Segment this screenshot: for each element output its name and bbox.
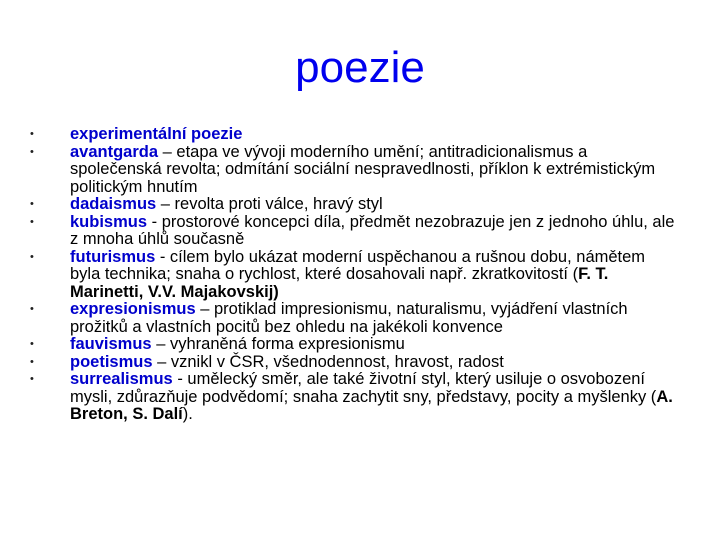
item-names: F. T. Marinetti, V.V. Majakovskij) xyxy=(70,265,609,301)
bullet-icon: • xyxy=(30,355,34,368)
list-item xyxy=(28,371,678,424)
list-item xyxy=(28,196,678,214)
bullet-icon: • xyxy=(30,338,34,350)
item-text: - umělecký směr, ale také životní styl, který usiluje o osvobození mysli, zdůrazňuje podvědomí; snaha zachytit sny, představy, pocity a myšlenky ( xyxy=(70,370,657,406)
bullet-icon: • xyxy=(30,198,34,210)
term-surrealismus: surrealismus xyxy=(70,370,173,388)
bullet-icon: • xyxy=(30,303,34,315)
item-text: – vznikl v ČSR, všednodennost, hravost, radost xyxy=(152,352,504,371)
item-text: - cílem bylo ukázat moderní uspěchanou a rušnou dobu, námětem byla technika; snaha o rychlost, které dosahovali např. zkratkovitostí ( xyxy=(70,247,646,283)
item-text: – vyhraněná forma expresionismu xyxy=(151,335,405,353)
term-avantgarda: avantgarda xyxy=(70,142,159,161)
item-text: – protiklad impresionismu, naturalismu, vyjádření vlastních prožitků a vlastních pocitů bez ohledu na jakékoli konvence xyxy=(70,300,628,336)
list-item xyxy=(28,126,678,144)
list-item xyxy=(28,249,678,302)
item-text: – revolta proti válce, hravý styl xyxy=(156,195,383,213)
item-text-after: ). xyxy=(182,405,193,423)
bullet-icon: • xyxy=(30,145,34,158)
bullet-list xyxy=(28,126,678,424)
term-kubismus: kubismus xyxy=(70,212,148,231)
slide-title: poezie xyxy=(295,43,425,92)
item-names: A. Breton, S. Dalí xyxy=(70,387,673,423)
bullet-icon: • xyxy=(30,250,34,263)
term-futurismus: futurismus xyxy=(70,247,156,266)
term-expresionismus: expresionismus xyxy=(70,300,196,318)
term-experimentalni-poezie: experimentální poezie xyxy=(70,125,243,143)
term-fauvismus: fauvismus xyxy=(70,335,152,353)
item-text: - prostorové koncepci díla, předmět nezobrazuje jen z jednoho úhlu, ale z mnoha úhlů současně xyxy=(70,212,675,248)
bullet-icon: • xyxy=(30,128,34,140)
list-item xyxy=(28,301,678,336)
bullet-icon: • xyxy=(30,373,34,385)
list-item xyxy=(28,336,678,354)
term-dadaismus: dadaismus xyxy=(70,195,157,213)
term-poetismus: poetismus xyxy=(70,352,153,371)
item-text: – etapa ve vývoji moderního umění; antitradicionalismus a společenská revolta; odmítání sociální nespravedlnosti, příklon k extrémistickým politickým hnutím xyxy=(70,142,656,196)
list-item xyxy=(28,214,678,249)
list-item xyxy=(28,354,678,372)
list-item xyxy=(28,144,678,197)
bullet-icon: • xyxy=(30,215,34,228)
